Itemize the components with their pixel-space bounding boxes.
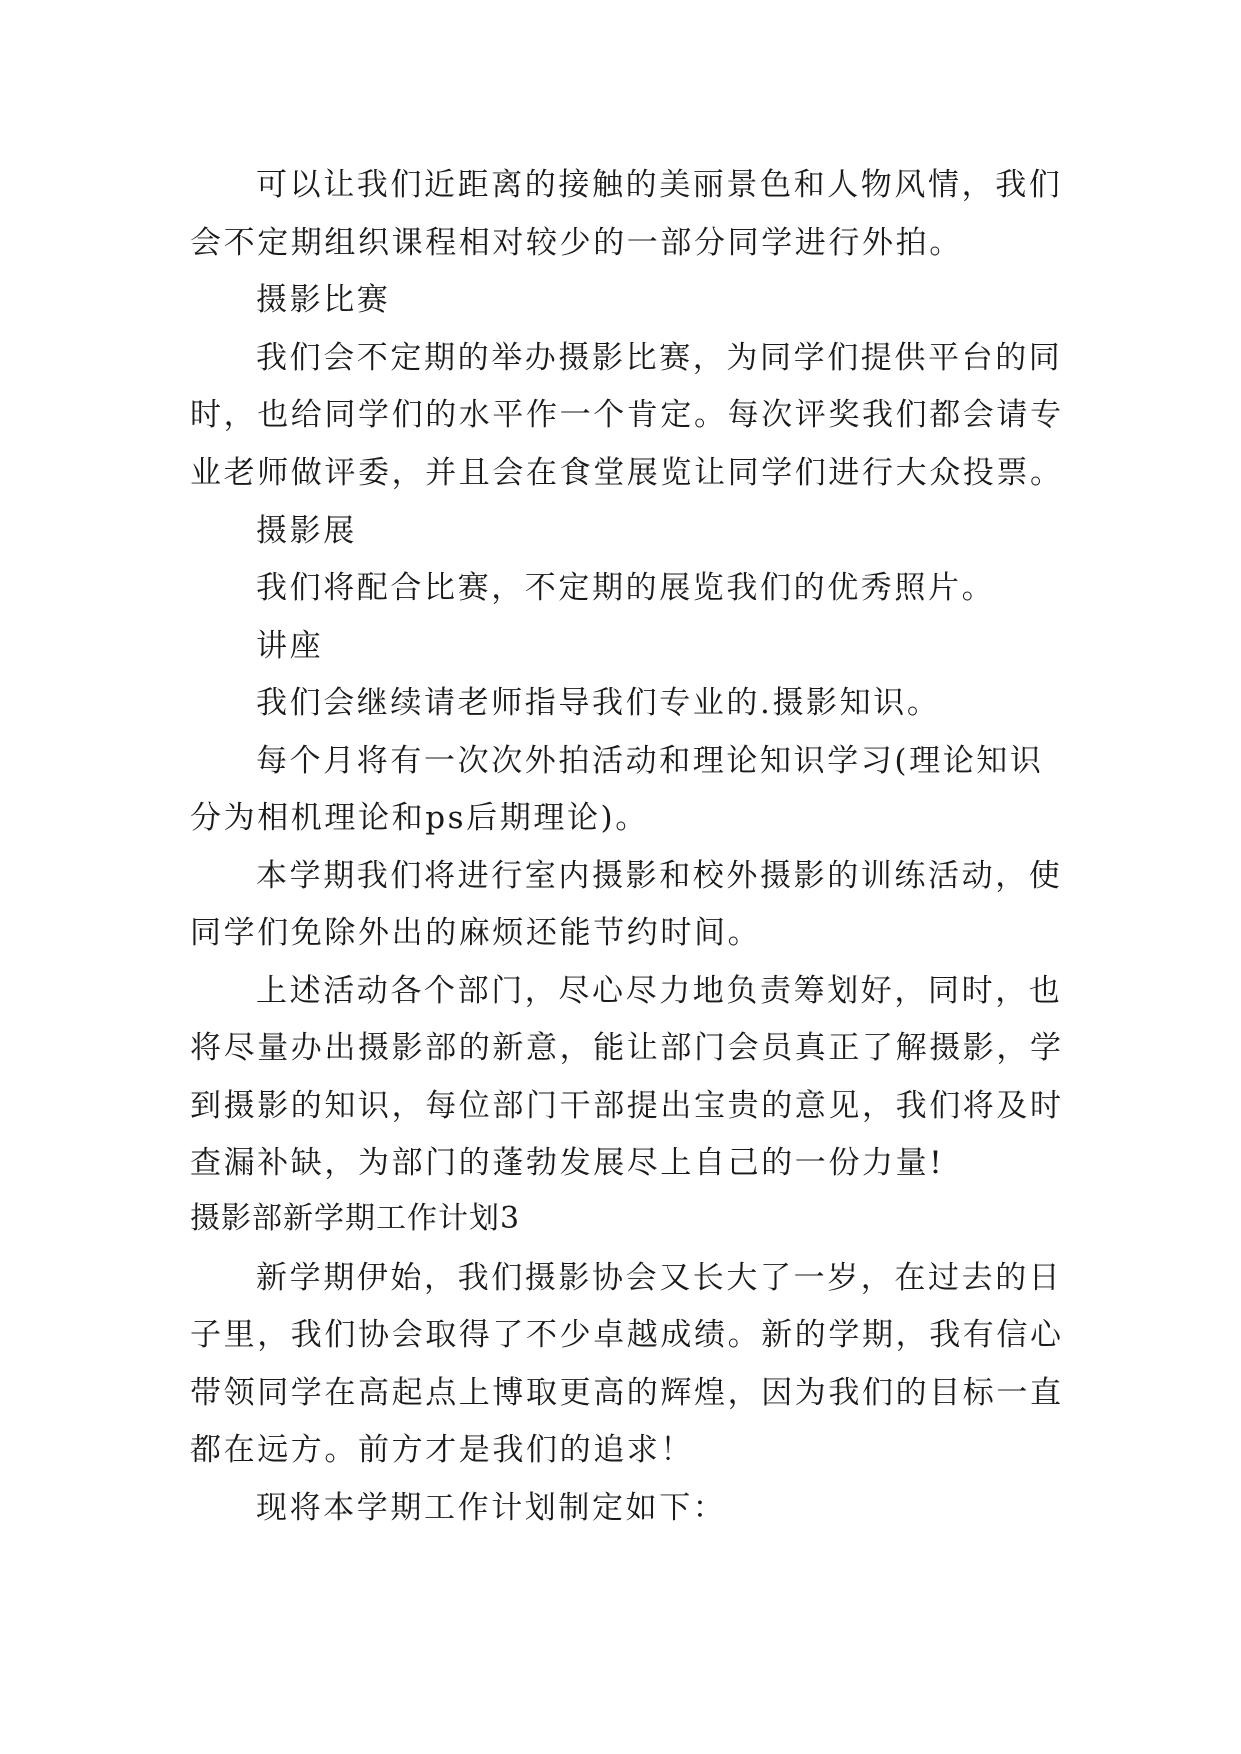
paragraph-line: 现将本学期工作计划制定如下： bbox=[256, 1490, 727, 1526]
paragraph-line: 都在远方。前方才是我们的追求！ bbox=[190, 1432, 694, 1468]
paragraph-line: 同学们免除外出的麻烦还能节约时间。 bbox=[190, 915, 762, 951]
paragraph-line: 每个月将有一次次外拍活动和理论知识学习(理论知识 bbox=[256, 743, 1044, 779]
paragraph-line: 可以让我们近距离的接触的美丽景色和人物风情，我们 bbox=[256, 167, 1063, 203]
paragraph-line: 我们会不定期的举办摄影比赛，为同学们提供平台的同 bbox=[256, 340, 1063, 376]
paragraph-line: 子里，我们协会取得了不少卓越成绩。新的学期，我有信心 bbox=[190, 1317, 1064, 1353]
paragraph-line: 带领同学在高起点上博取更高的辉煌，因为我们的目标一直 bbox=[190, 1375, 1064, 1411]
section-heading: 摄影展 bbox=[256, 513, 357, 549]
document-title: 摄影部新学期工作计划3 bbox=[190, 1201, 521, 1236]
paragraph-line: 上述活动各个部门，尽心尽力地负责筹划好，同时，也 bbox=[256, 973, 1063, 1009]
section-heading: 讲座 bbox=[256, 628, 324, 664]
paragraph-line: 将尽量办出摄影部的新意，能让部门会员真正了解摄影，学 bbox=[190, 1030, 1064, 1066]
paragraph-line: 会不定期组织课程相对较少的一部分同学进行外拍。 bbox=[190, 225, 963, 261]
paragraph-line: 分为相机理论和ps后期理论)。 bbox=[190, 800, 649, 836]
paragraph-line: 到摄影的知识，每位部门干部提出宝贵的意见，我们将及时 bbox=[190, 1088, 1064, 1124]
paragraph-line: 查漏补缺，为部门的蓬勃发展尽上自己的一份力量! bbox=[190, 1145, 945, 1181]
paragraph-line: 我们将配合比赛，不定期的展览我们的优秀照片。 bbox=[256, 570, 996, 606]
paragraph-line: 业老师做评委，并且会在食堂展览让同学们进行大众投票。 bbox=[190, 455, 1064, 491]
paragraph-line: 新学期伊始，我们摄影协会又长大了一岁，在过去的日 bbox=[256, 1260, 1063, 1296]
section-heading: 摄影比赛 bbox=[256, 282, 391, 318]
paragraph-line: 我们会继续请老师指导我们专业的.摄影知识。 bbox=[256, 685, 941, 721]
paragraph-line: 本学期我们将进行室内摄影和校外摄影的训练活动，使 bbox=[256, 858, 1063, 894]
paragraph-line: 时，也给同学们的水平作一个肯定。每次评奖我们都会请专 bbox=[190, 397, 1064, 433]
